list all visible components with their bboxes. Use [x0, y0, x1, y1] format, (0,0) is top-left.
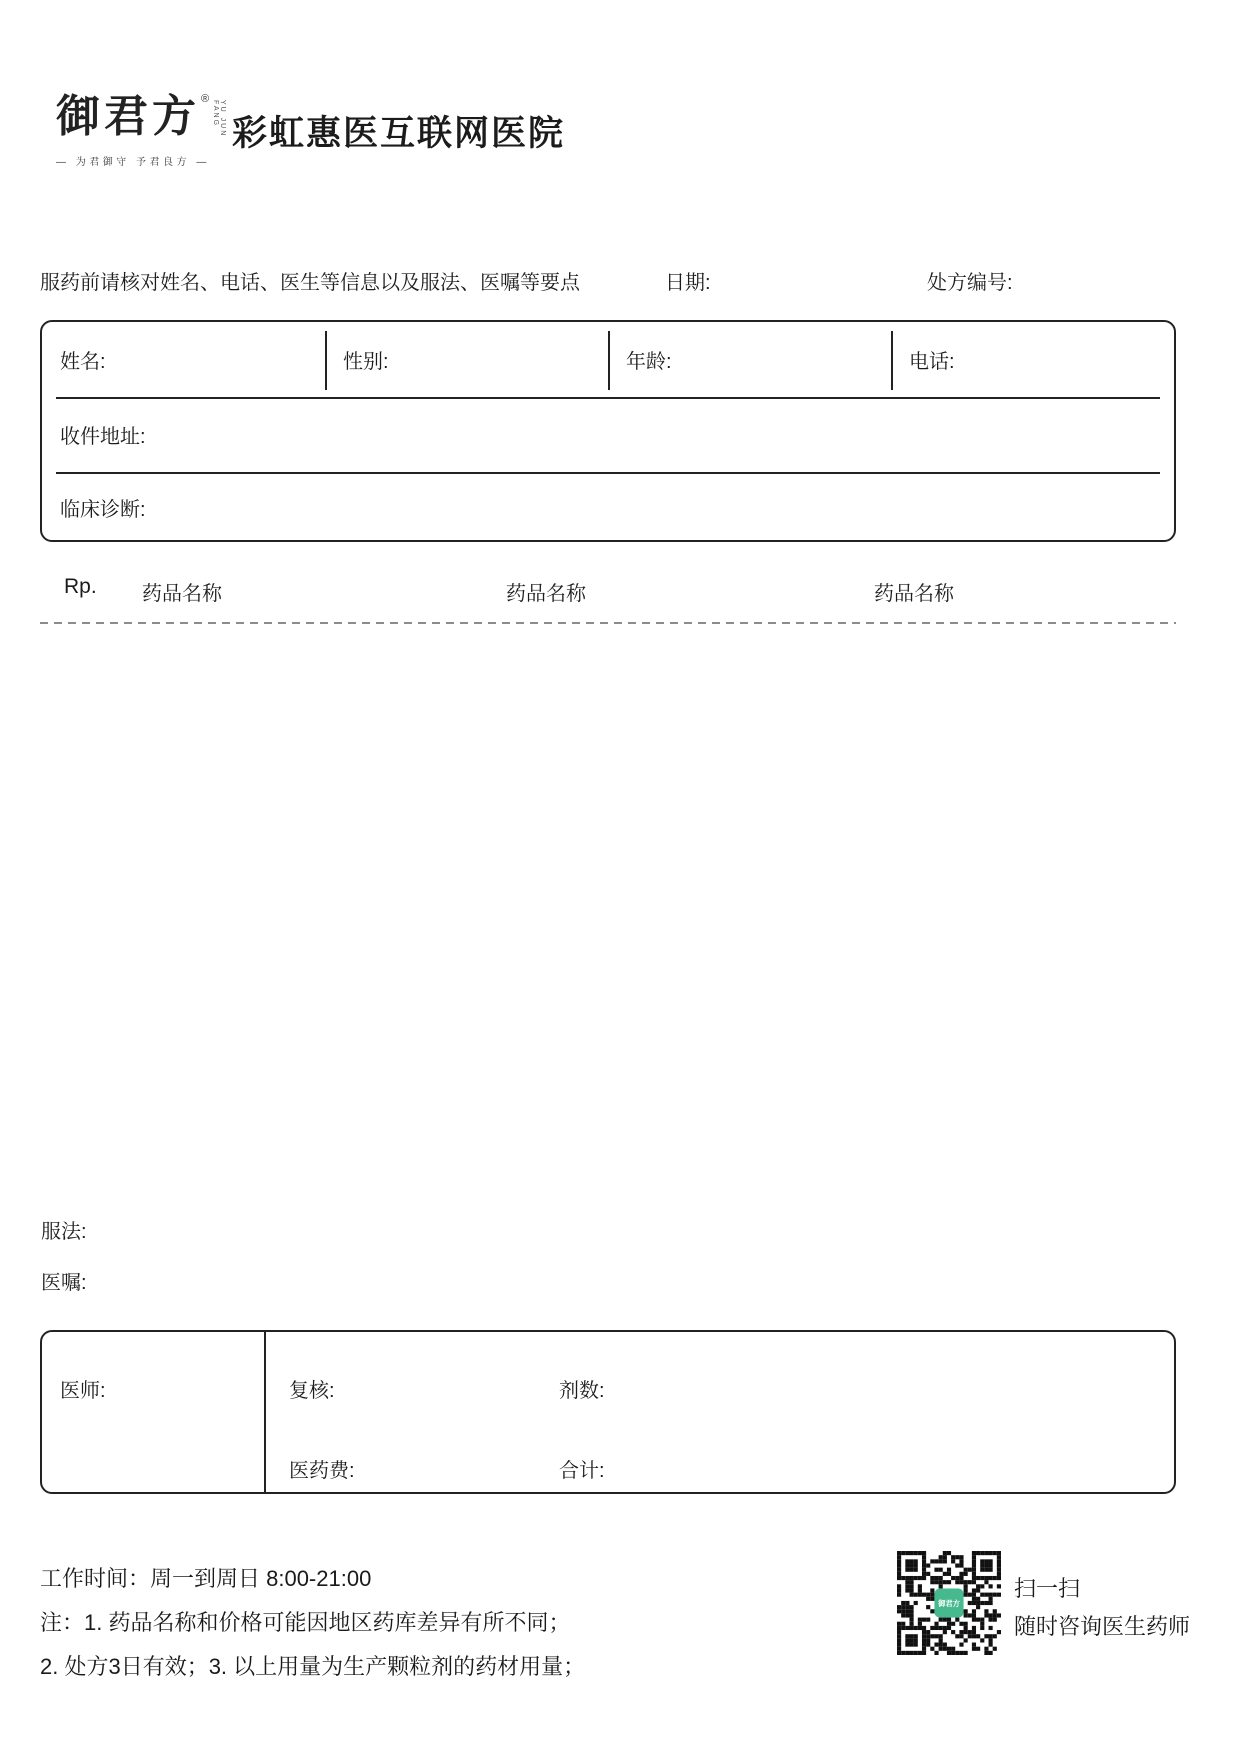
total-label: 合计: [559, 1460, 605, 1482]
signature-box-divider [264, 1331, 266, 1493]
address-label: 收件地址: [60, 426, 146, 448]
doctor-advice-label: 医嘱: [41, 1272, 87, 1294]
medicine-fee-label: 医药费: [289, 1460, 355, 1482]
age-label: 年龄: [626, 351, 672, 373]
gender-label: 性别: [343, 351, 389, 373]
phone-field [891, 322, 1174, 397]
rx-number-label: 处方编号: [927, 272, 1013, 294]
doctor-label: 医师: [60, 1380, 106, 1402]
phone-label: 电话: [909, 351, 955, 373]
signature-fee-box [40, 1330, 1176, 1494]
review-label: 复核: [289, 1380, 335, 1402]
logo-tagline: — 为君御守 予君良方 — [56, 157, 210, 168]
drug-name-column-header: 药品名称 [874, 583, 954, 605]
rx-dashed-separator [40, 622, 1176, 624]
hospital-name: 彩虹惠医互联网医院 [232, 114, 566, 153]
drug-name-column-header: 药品名称 [142, 583, 222, 605]
drug-name-column-header: 药品名称 [506, 583, 586, 605]
brand-logo [56, 91, 227, 168]
qr-caption-scan: 扫一扫 [1014, 1576, 1081, 1601]
svg-text:御君方: 御君方 [938, 1599, 960, 1609]
verification-notice: 服药前请核对姓名、电话、医生等信息以及服法、医嘱等要点 [40, 272, 580, 294]
logo-vertical-text: YU JUN FANG [212, 100, 227, 138]
date-label: 日期: [665, 272, 711, 294]
patient-info-box [40, 320, 1176, 542]
patient-info-row-1 [42, 322, 1174, 397]
note-line-1: 注：1. 药品名称和价格可能因地区药库差异有所不同； [40, 1610, 571, 1635]
note-line-2: 2. 处方3日有效；3. 以上用量为生产颗粒剂的药材用量； [40, 1654, 586, 1679]
work-hours: 工作时间：周一到周日 8:00-21:00 [40, 1566, 372, 1591]
name-label: 姓名: [60, 351, 106, 373]
registered-trademark-icon: ® [201, 93, 210, 105]
diagnosis-label: 临床诊断: [60, 498, 146, 521]
gender-field [325, 322, 608, 397]
qr-code [897, 1551, 1001, 1655]
usage-label: 服法: [41, 1221, 87, 1243]
qr-caption-consult: 随时咨询医生药师 [1014, 1614, 1191, 1639]
dose-count-label: 剂数: [559, 1380, 605, 1402]
logo-wordmark: 御君方 [56, 91, 200, 142]
rp-label: Rp. [64, 575, 97, 598]
name-field [42, 322, 325, 397]
age-field [608, 322, 891, 397]
diagnosis-field [42, 474, 1174, 540]
address-field [42, 399, 1174, 470]
